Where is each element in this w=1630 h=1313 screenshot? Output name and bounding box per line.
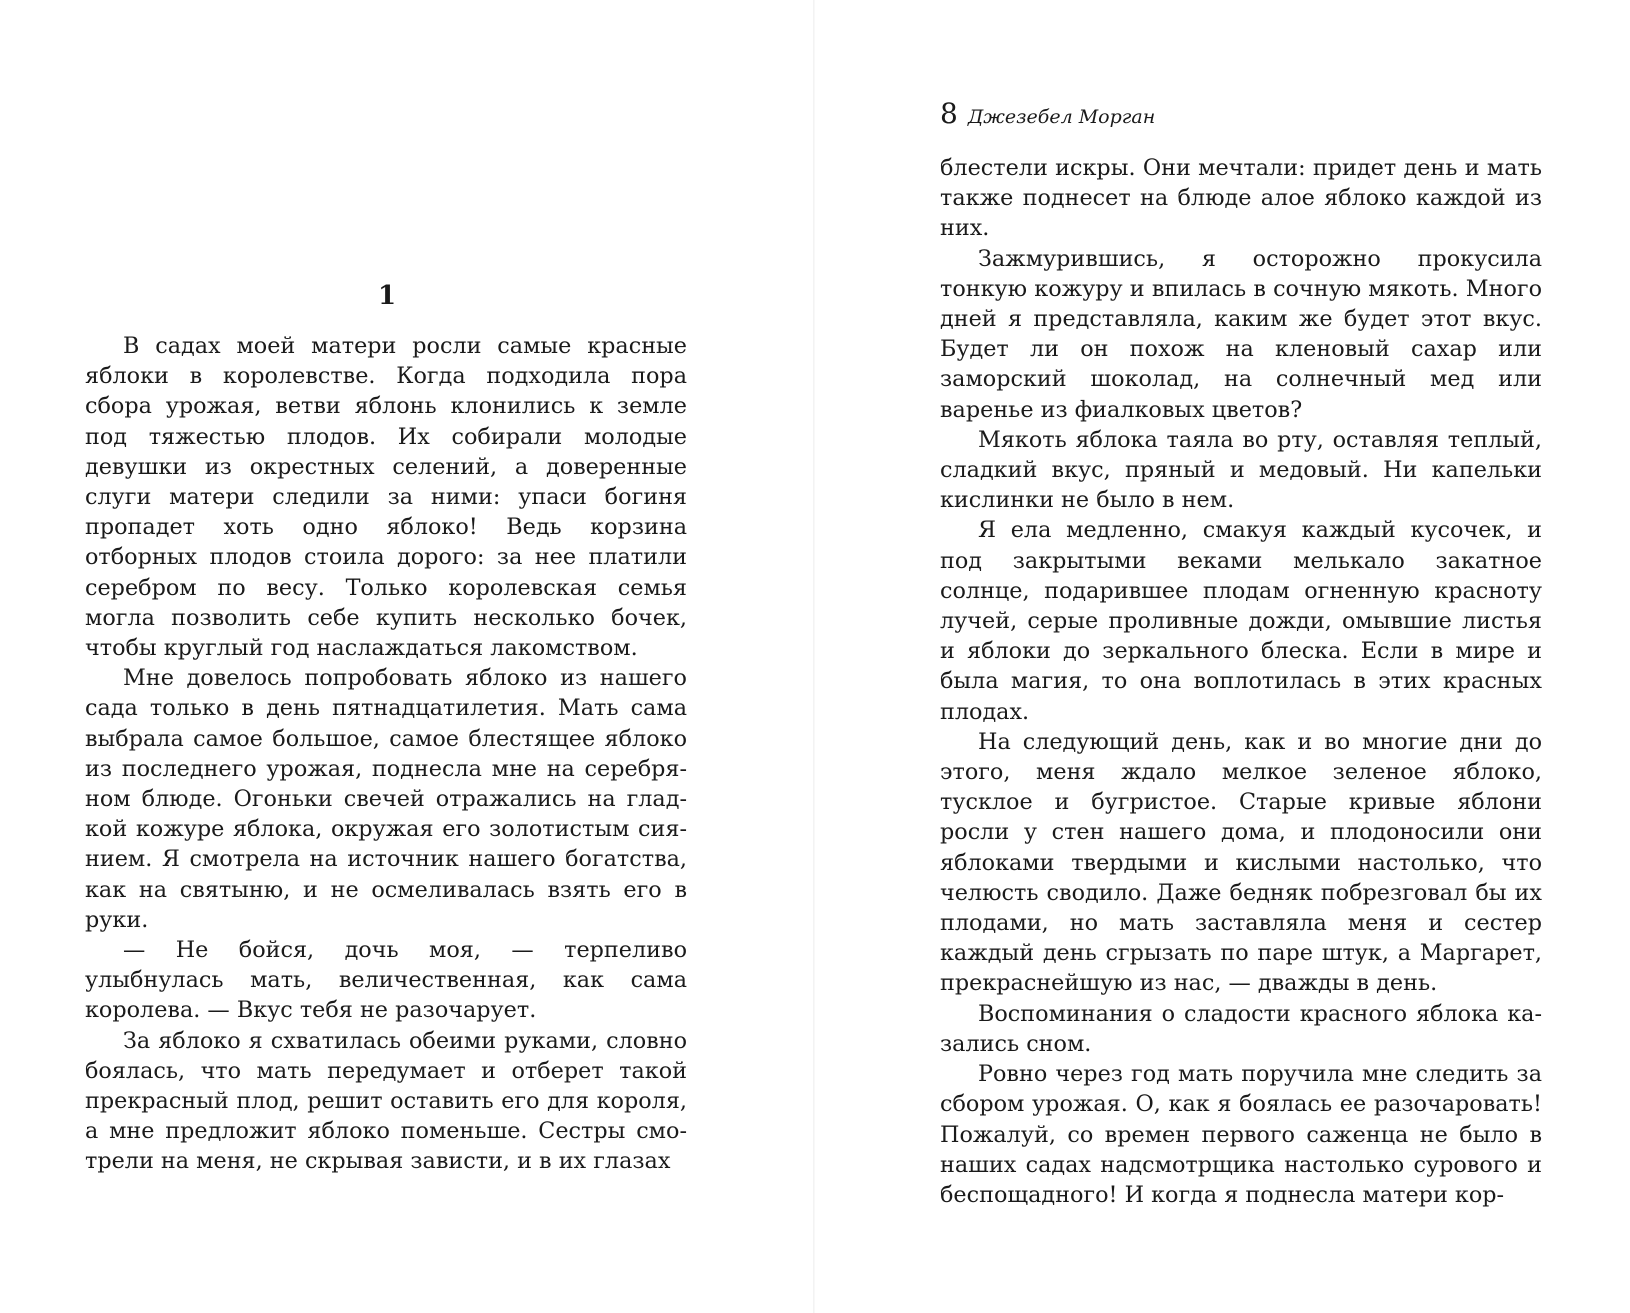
paragraph: Зажмурившись, я осторожно прокусила тонкую кожуру и впилась в сочную мякоть. Много дней я представляла, каким же будет этот вкус. Будет ли он похож на кленовый сахар или заморский шоколад, на солнечный мед или варенье из фиалковых цветов? — [940, 245, 1542, 423]
paragraph: За яблоко я схватилась обеими руками, словно боялась, что мать передумает и отберет такой прекрасный плод, решит оставить его для короля, а мне предложит яблоко поменьше. Сестры смотрели на меня, не скрывая зависти, и в их глазах — [85, 1027, 687, 1175]
left-page-body — [85, 331, 687, 1177]
running-head — [940, 96, 1155, 132]
paragraph: На следующий день, как и во многие дни до этого, меня ждало мелкое зеленое яблоко, тусклое и бугристое. Старые кривые яблони росли у стен нашего дома, и плодоносили они яблоками твердыми и кислыми настолько, что челюсть сводило. Даже бедняк побрезговал бы их плодами, но мать заставляла меня и сестер каждый день сгрызать по паре штук, а Маргарет, прекраснейшую из нас, — дважды в день. — [940, 728, 1542, 997]
left-page — [0, 0, 813, 1313]
right-page-body — [940, 153, 1542, 1210]
paragraph: Я ела медленно, смакуя каждый кусочек, и под закрытыми веками мелькало закатное солнце, подарившее плодам огненную красноту лучей, серые проливные дожди, омывшие листья и яблоки до зеркального блеска. Если в мире и была магия, то она воплотилась в этих красных плодах. — [940, 517, 1542, 725]
paragraph-continuation: блестели искры. Они мечтали: придет день и мать также поднесет на блюде алое яблоко каждой из них. — [940, 155, 1542, 242]
page-number: 8 — [940, 97, 958, 130]
chapter-number: 1 — [377, 281, 397, 311]
dialogue-paragraph: — Не бойся, дочь моя, — терпеливо улыбнулась мать, величественная, как сама королева. — Вкус тебя не разочарует. — [85, 937, 687, 1024]
right-page — [815, 0, 1630, 1313]
running-head-author: Джезебел Морган — [967, 106, 1156, 128]
paragraph: В садах моей матери росли самые красные яблоки в королевстве. Когда подходила пора сбора урожая, ветви яблонь клонились к земле под тяжестью плодов. Их собирали молодые девушки из окрестных селений, а доверенные слуги матери следили за ними: упаси богиня пропадет хоть одно яблоко! Ведь корзина отборных плодов стоила дорого: за нее платили серебром по весу. Только королевская семья могла позволить себе купить несколько бочек, чтобы круглый год наслаждаться лакомством. — [85, 333, 687, 662]
paragraph: Воспоминания о сладости красного яблока казались сном. — [940, 1000, 1542, 1057]
paragraph: Мне довелось попробовать яблоко из нашего сада только в день пятнадцатилетия. Мать сама выбрала самое большое, самое блестящее яблоко из последнего урожая, поднесла мне на серебряном блюде. Огоньки свечей отражались на гладкой кожуре яблока, окружая его золотистым сиянием. Я смотрела на источник нашего богатства, как на святыню, и не осмеливалась взять его в руки. — [85, 665, 687, 933]
paragraph: Мякоть яблока таяла во рту, оставляя теплый, сладкий вкус, пряный и медовый. Ни капельки кислинки не было в нем. — [940, 426, 1542, 514]
paragraph: Ровно через год мать поручила мне следить за сбором урожая. О, как я боялась ее разочаровать! Пожалуй, со времен первого саженца не было в наших садах надсмотрщика настолько сурового и беспощадного! И когда я поднесла матери кор- — [940, 1061, 1542, 1208]
